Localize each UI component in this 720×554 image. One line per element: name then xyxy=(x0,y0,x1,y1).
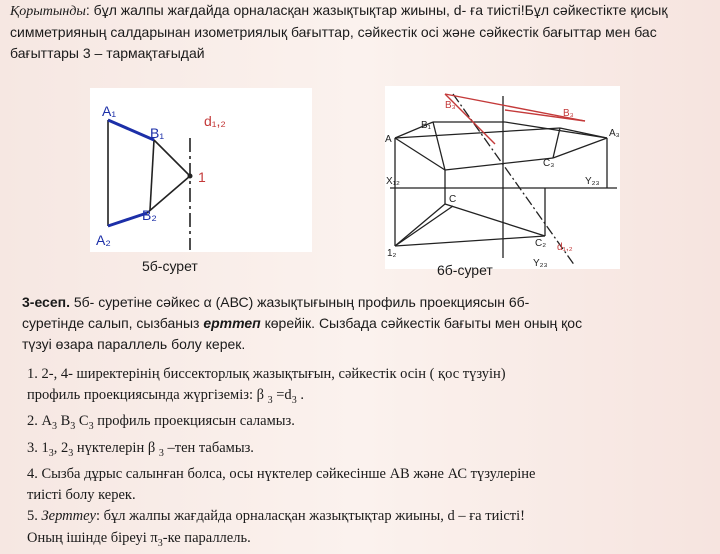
figure-5b xyxy=(90,88,312,252)
label-a: A xyxy=(385,134,392,145)
task-line2-em: ерттеп xyxy=(203,315,261,331)
label-c3: C₃ xyxy=(543,158,555,169)
task-3-statement xyxy=(22,292,712,355)
label-b1: B₁ xyxy=(150,125,165,141)
label-y12: Y₂₃ xyxy=(585,176,600,187)
task-line3: түзуі өзара параллель болу керек. xyxy=(22,336,246,352)
label-c: C xyxy=(449,194,457,205)
task-line1: 5б- суретіне сәйкес α (АВС) жазықтығының профиль проекциясын 6б- xyxy=(69,294,530,310)
task-line2b: көрейік. Сызбада сәйкестік бағыты мен оның қос xyxy=(260,315,583,331)
figure-5b-caption: 5б-сурет xyxy=(142,258,198,274)
label-a3: A₃ xyxy=(609,128,620,139)
step-6: Оның ішінде біреуі $\pi_3-ке$ параллель. xyxy=(27,529,251,549)
label-x12: X₁₂ xyxy=(386,176,400,187)
figure-6b-drawing xyxy=(385,86,620,269)
figure-6b xyxy=(385,86,620,269)
solution-steps xyxy=(27,364,707,554)
step-3: 3. $1_3$, $2_3$ нүктелерін β $_3$ –тен табамыз. xyxy=(27,439,254,459)
label-b1: B₁ xyxy=(421,120,432,131)
label-l2: 1₂ xyxy=(387,248,397,259)
label-a2: A₂ xyxy=(96,232,111,248)
figure-6b-caption: 6б-сурет xyxy=(437,262,493,278)
label-d12: d₁,₂ xyxy=(557,242,573,253)
step-4a: 4. Сызба дұрыс салынған болса, осы нүктелер сәйкесінше АВ және АС түзулеріне xyxy=(27,465,536,482)
label-d12: d₁,₂ xyxy=(204,113,226,129)
red-construction xyxy=(445,94,585,144)
intro-lead: Қорытынды xyxy=(10,4,86,19)
intro-text: : бұл жалпы жағдайда орналасқан жазықтықтар жиыны, d- ға тиісті!Бұл сәйкестікте қисық симметрияның салдарынан изометриялық бағыттар, сәйкестік осі және сәйкестік бағыттар мен бас бағыттары 3 – тармақтағыдай xyxy=(10,2,668,61)
step-1a: 1. 2-, 4- ширектерінің биссекторлық жазықтығын, сәйкестік осін ( қос түзуін) xyxy=(27,366,506,382)
figure-5b-drawing xyxy=(90,88,312,252)
step-4b: тиісті болу керек. xyxy=(27,487,136,504)
label-b3-top: B₃ xyxy=(445,100,456,111)
label-y23: Y₂₃ xyxy=(533,258,548,269)
label-c2: C₂ xyxy=(535,238,547,249)
task-title: 3-есеп. xyxy=(22,294,70,310)
step-2: 2. $А_3$ $В_3$ $С_3$ профиль проекциясын саламыз. xyxy=(27,413,295,433)
task-line2a: суретінде салып, сызбаныз xyxy=(22,315,204,331)
label-b2: B₂ xyxy=(142,207,157,223)
label-b3-right: B₃ xyxy=(563,108,574,119)
step-1b: профиль проекциясында жүргіземіз: β $_3 =d_3$ . xyxy=(27,387,304,407)
step-5: 5. Зерттеу: бұл жалпы жағдайда орналасқан жазықтықтар жиыны, d – ға тиісті! xyxy=(27,508,525,525)
intro-paragraph xyxy=(10,0,710,64)
label-a1: A₁ xyxy=(102,103,117,119)
label-1: 1 xyxy=(198,169,206,185)
